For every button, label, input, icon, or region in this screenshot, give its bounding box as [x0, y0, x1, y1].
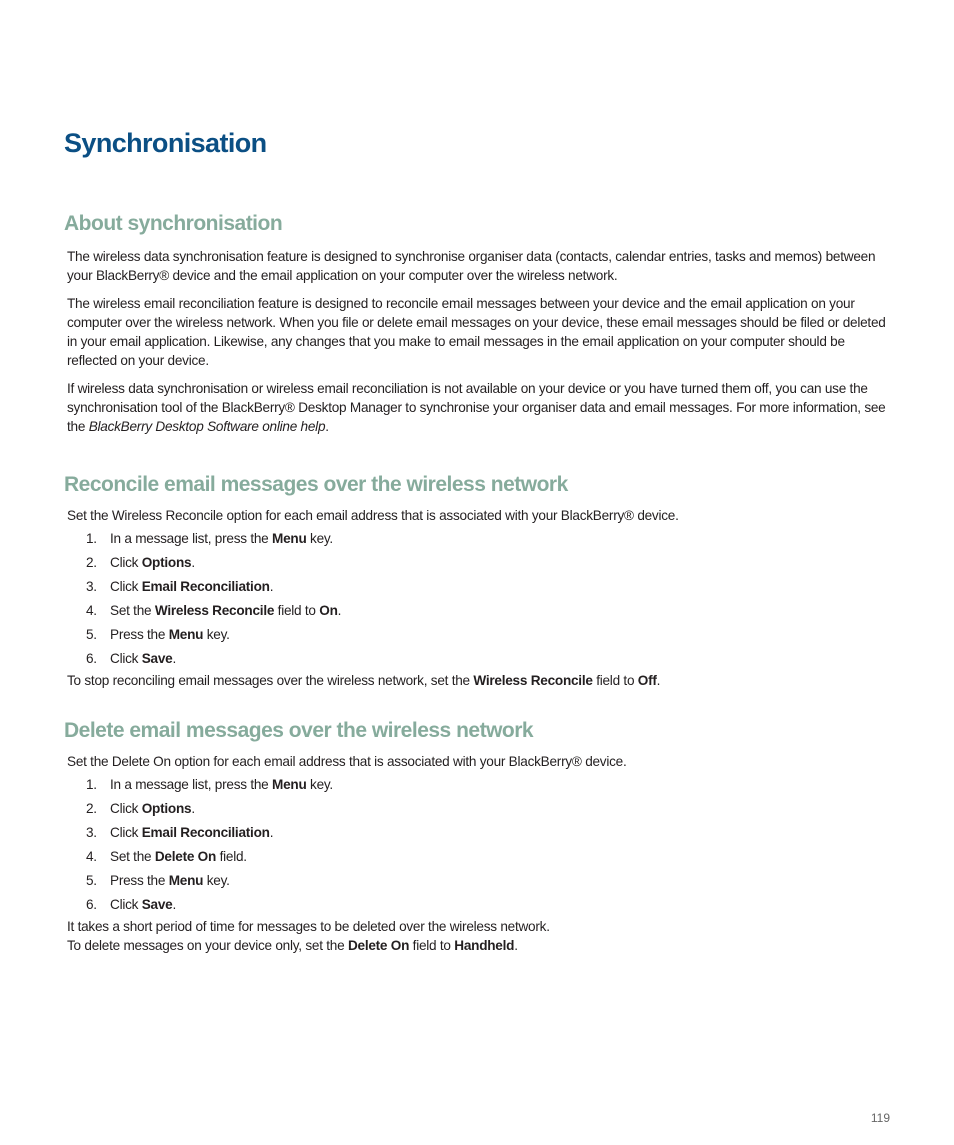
note: [64, 936, 894, 955]
step-item: [64, 845, 894, 869]
text-run: .: [269, 579, 274, 594]
bold-term: Wireless Reconcile: [473, 673, 593, 688]
step-item: [64, 773, 894, 797]
bold-term: Handheld: [454, 938, 515, 953]
bold-term: Options: [141, 555, 192, 570]
text-run: To delete messages on your device only, set the: [67, 938, 348, 953]
bold-term: Delete On: [347, 938, 410, 953]
text-run: key.: [203, 873, 230, 888]
step-item: [64, 797, 894, 821]
text-run: key.: [306, 777, 333, 792]
step-item: [64, 575, 894, 599]
text-run: Set the Wireless Reconcile option for each email address that is associated with your BlackBerry® device.: [67, 508, 679, 523]
text-run: field to: [274, 603, 320, 618]
bold-term: On: [319, 603, 338, 618]
bold-term: Menu: [168, 627, 204, 642]
text-run: Click: [110, 651, 142, 666]
text-run: .: [191, 555, 195, 570]
step-item: [64, 869, 894, 893]
step-item: [64, 647, 894, 671]
bold-term: Off: [637, 673, 657, 688]
text-run: key.: [203, 627, 230, 642]
text-run: In a message list, press the: [110, 531, 272, 546]
text-run: The wireless email reconciliation feature is designed to reconcile email messages between your device and the email application on your computer over the wireless network. When you file or delete email messages on your device, these email messages should be filed or deleted in your email application. Likewise, any changes that you make to email messages in the email application on your computer should be reflected on your device.: [67, 296, 886, 368]
step-item: [64, 893, 894, 917]
section-heading: Reconcile email messages over the wireless network: [64, 473, 568, 496]
text-run: Click: [110, 897, 142, 912]
step-item: [64, 527, 894, 551]
text-run: .: [191, 801, 195, 816]
bold-term: Delete On: [154, 849, 217, 864]
bold-term: Wireless Reconcile: [154, 603, 275, 618]
step-number: 6.: [86, 651, 97, 666]
intro-paragraph: [64, 752, 894, 771]
section-delete: [64, 719, 894, 955]
text-run: Press the: [110, 873, 169, 888]
text-run: field to: [409, 938, 455, 953]
paragraph: [64, 247, 894, 285]
text-run: Set the Delete On option for each email address that is associated with your BlackBerry® device.: [67, 754, 627, 769]
paragraph: [64, 379, 894, 436]
steps-list: [64, 773, 894, 917]
section-heading: Delete email messages over the wireless network: [64, 719, 534, 742]
note: [64, 671, 894, 690]
section-heading: About synchronisation: [64, 212, 283, 235]
bold-term: Email Reconciliation: [141, 825, 270, 840]
step-item: [64, 551, 894, 575]
bold-term: Save: [141, 897, 173, 912]
paragraph: [64, 294, 894, 370]
step-number: 5.: [86, 627, 97, 642]
intro-paragraph: [64, 506, 894, 525]
text-run: Set the: [110, 603, 155, 618]
text-run: .: [514, 938, 518, 953]
step-item: [64, 623, 894, 647]
text-run: Click: [110, 579, 142, 594]
step-item: [64, 599, 894, 623]
text-run: .: [337, 603, 342, 618]
text-run: field to: [592, 673, 638, 688]
text-run: .: [656, 673, 661, 688]
section-about: [64, 212, 894, 436]
text-run: If wireless data synchronisation or wireless email reconciliation is not available on your device or you have turned them off, you can use the synchronisation tool of the BlackBerry® Desktop Manager to synchronise your organiser data and email messages. For more information, see the: [67, 381, 886, 434]
bold-term: Email Reconciliation: [141, 579, 270, 594]
text-run: Click: [110, 825, 142, 840]
step-number: 2.: [86, 801, 97, 816]
step-number: 5.: [86, 873, 97, 888]
text-run: The wireless data synchronisation feature is designed to synchronise organiser data (contacts, calendar entries, tasks and memos) between your BlackBerry® device and the email application on your computer over the wireless network.: [67, 249, 876, 283]
step-number: 1.: [86, 531, 97, 546]
text-run: It takes a short period of time for messages to be deleted over the wireless network.: [67, 919, 550, 934]
text-run: Click: [110, 801, 142, 816]
section-reconcile: [64, 473, 894, 690]
step-number: 6.: [86, 897, 97, 912]
step-number: 3.: [86, 825, 97, 840]
text-run: .: [325, 419, 329, 434]
text-run: .: [269, 825, 274, 840]
text-run: In a message list, press the: [110, 777, 272, 792]
text-run: .: [172, 897, 177, 912]
steps-list: [64, 527, 894, 671]
step-number: 4.: [86, 603, 97, 618]
step-item: [64, 821, 894, 845]
text-run: field.: [216, 849, 247, 864]
text-run: Set the: [110, 849, 155, 864]
text-run: Click: [110, 555, 142, 570]
page-number: 119: [870, 1111, 890, 1125]
text-run: key.: [306, 531, 333, 546]
step-number: 2.: [86, 555, 97, 570]
italic-reference: BlackBerry Desktop Software online help: [88, 419, 326, 434]
step-number: 1.: [86, 777, 97, 792]
bold-term: Options: [141, 801, 192, 816]
page-title: Synchronisation: [64, 128, 267, 158]
step-number: 4.: [86, 849, 97, 864]
bold-term: Menu: [168, 873, 204, 888]
bold-term: Save: [141, 651, 173, 666]
bold-term: Menu: [272, 531, 307, 546]
text-run: Press the: [110, 627, 169, 642]
note: [64, 917, 894, 936]
text-run: To stop reconciling email messages over the wireless network, set the: [67, 673, 474, 688]
step-number: 3.: [86, 579, 97, 594]
text-run: .: [172, 651, 177, 666]
bold-term: Menu: [272, 777, 307, 792]
